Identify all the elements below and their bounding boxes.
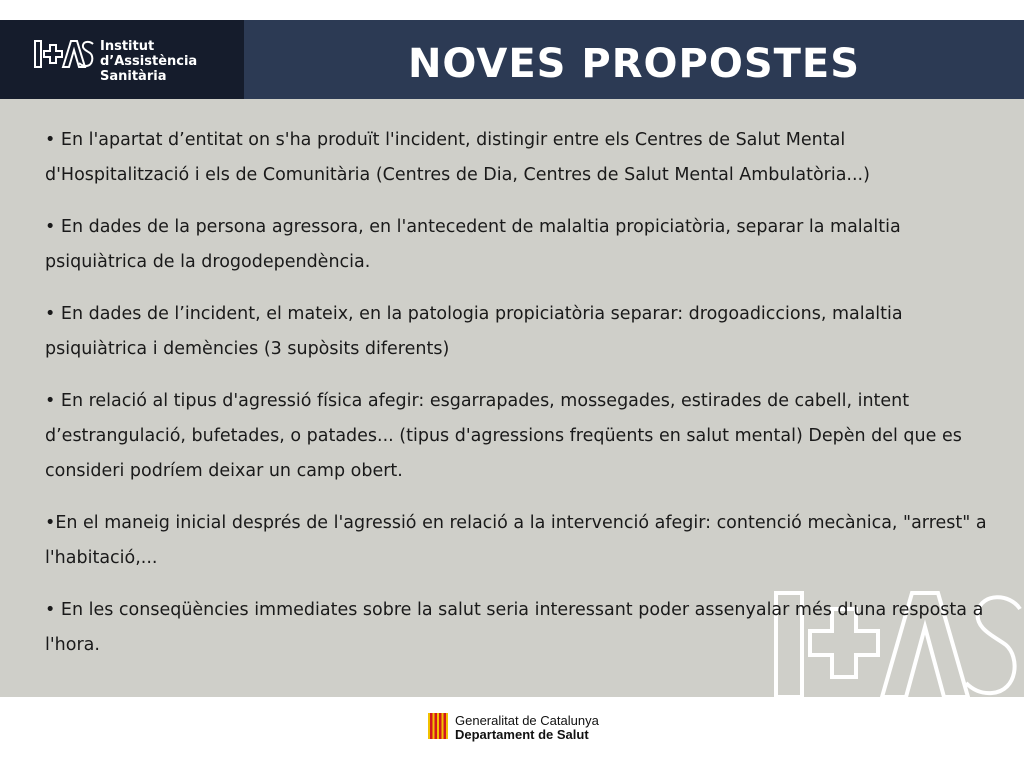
proposal-item-1: • En l'apartat d’entitat on s'ha produït l'incident, distingir entre els Centres de Salut Mental d'Hospitalització i els de Comunitària (Centres de Dia, Centres de Salut Mental Ambulatòria...) — [45, 130, 870, 185]
footer-line-1: Generalitat de Catalunya — [455, 713, 599, 728]
logo-line-1: Institut — [100, 39, 155, 54]
ias-logo-text — [100, 39, 197, 84]
proposals-list — [45, 123, 990, 680]
page-title: NOVES PROPOSTES — [407, 41, 861, 87]
proposal-item-4: • En relació al tipus d'agressió física afegir: esgarrapades, mossegades, estirades de cabell, intent d’estrangulació, bufetades, o patades... (tipus d'agressions freqüents en salut mental) Depèn del que es consideri podríem deixar un camp obert. — [45, 391, 962, 481]
content-panel — [0, 99, 1024, 697]
proposal-item-5: •En el maneig inicial després de l'agressió en relació a la intervenció afegir: contenció mecànica, "arrest" a l'habitació,... — [45, 513, 987, 568]
footer-organization — [455, 714, 599, 742]
ias-logo — [0, 20, 244, 99]
proposal-item-3: • En dades de l’incident, el mateix, en la patologia propiciatòria separar: drogoadiccions, malaltia psiquiàtrica i demències (3 supòsits diferents) — [45, 304, 903, 359]
proposal-item-2: • En dades de la persona agressora, en l'antecedent de malaltia propiciatòria, separar la malaltia psiquiàtrica de la drogodependència. — [45, 217, 901, 272]
proposal-item-6: • En les conseqüències immediates sobre la salut seria interessant poder assenyalar més d'una resposta a l'hora. — [45, 600, 984, 655]
footer-line-2: Departament de Salut — [455, 727, 589, 742]
logo-line-2: d’Assistència — [100, 54, 198, 69]
header-bar — [0, 20, 1024, 99]
logo-line-3: Sanitària — [100, 69, 167, 84]
ias-logo-mark-icon — [33, 38, 95, 70]
senyera-icon — [428, 713, 448, 739]
